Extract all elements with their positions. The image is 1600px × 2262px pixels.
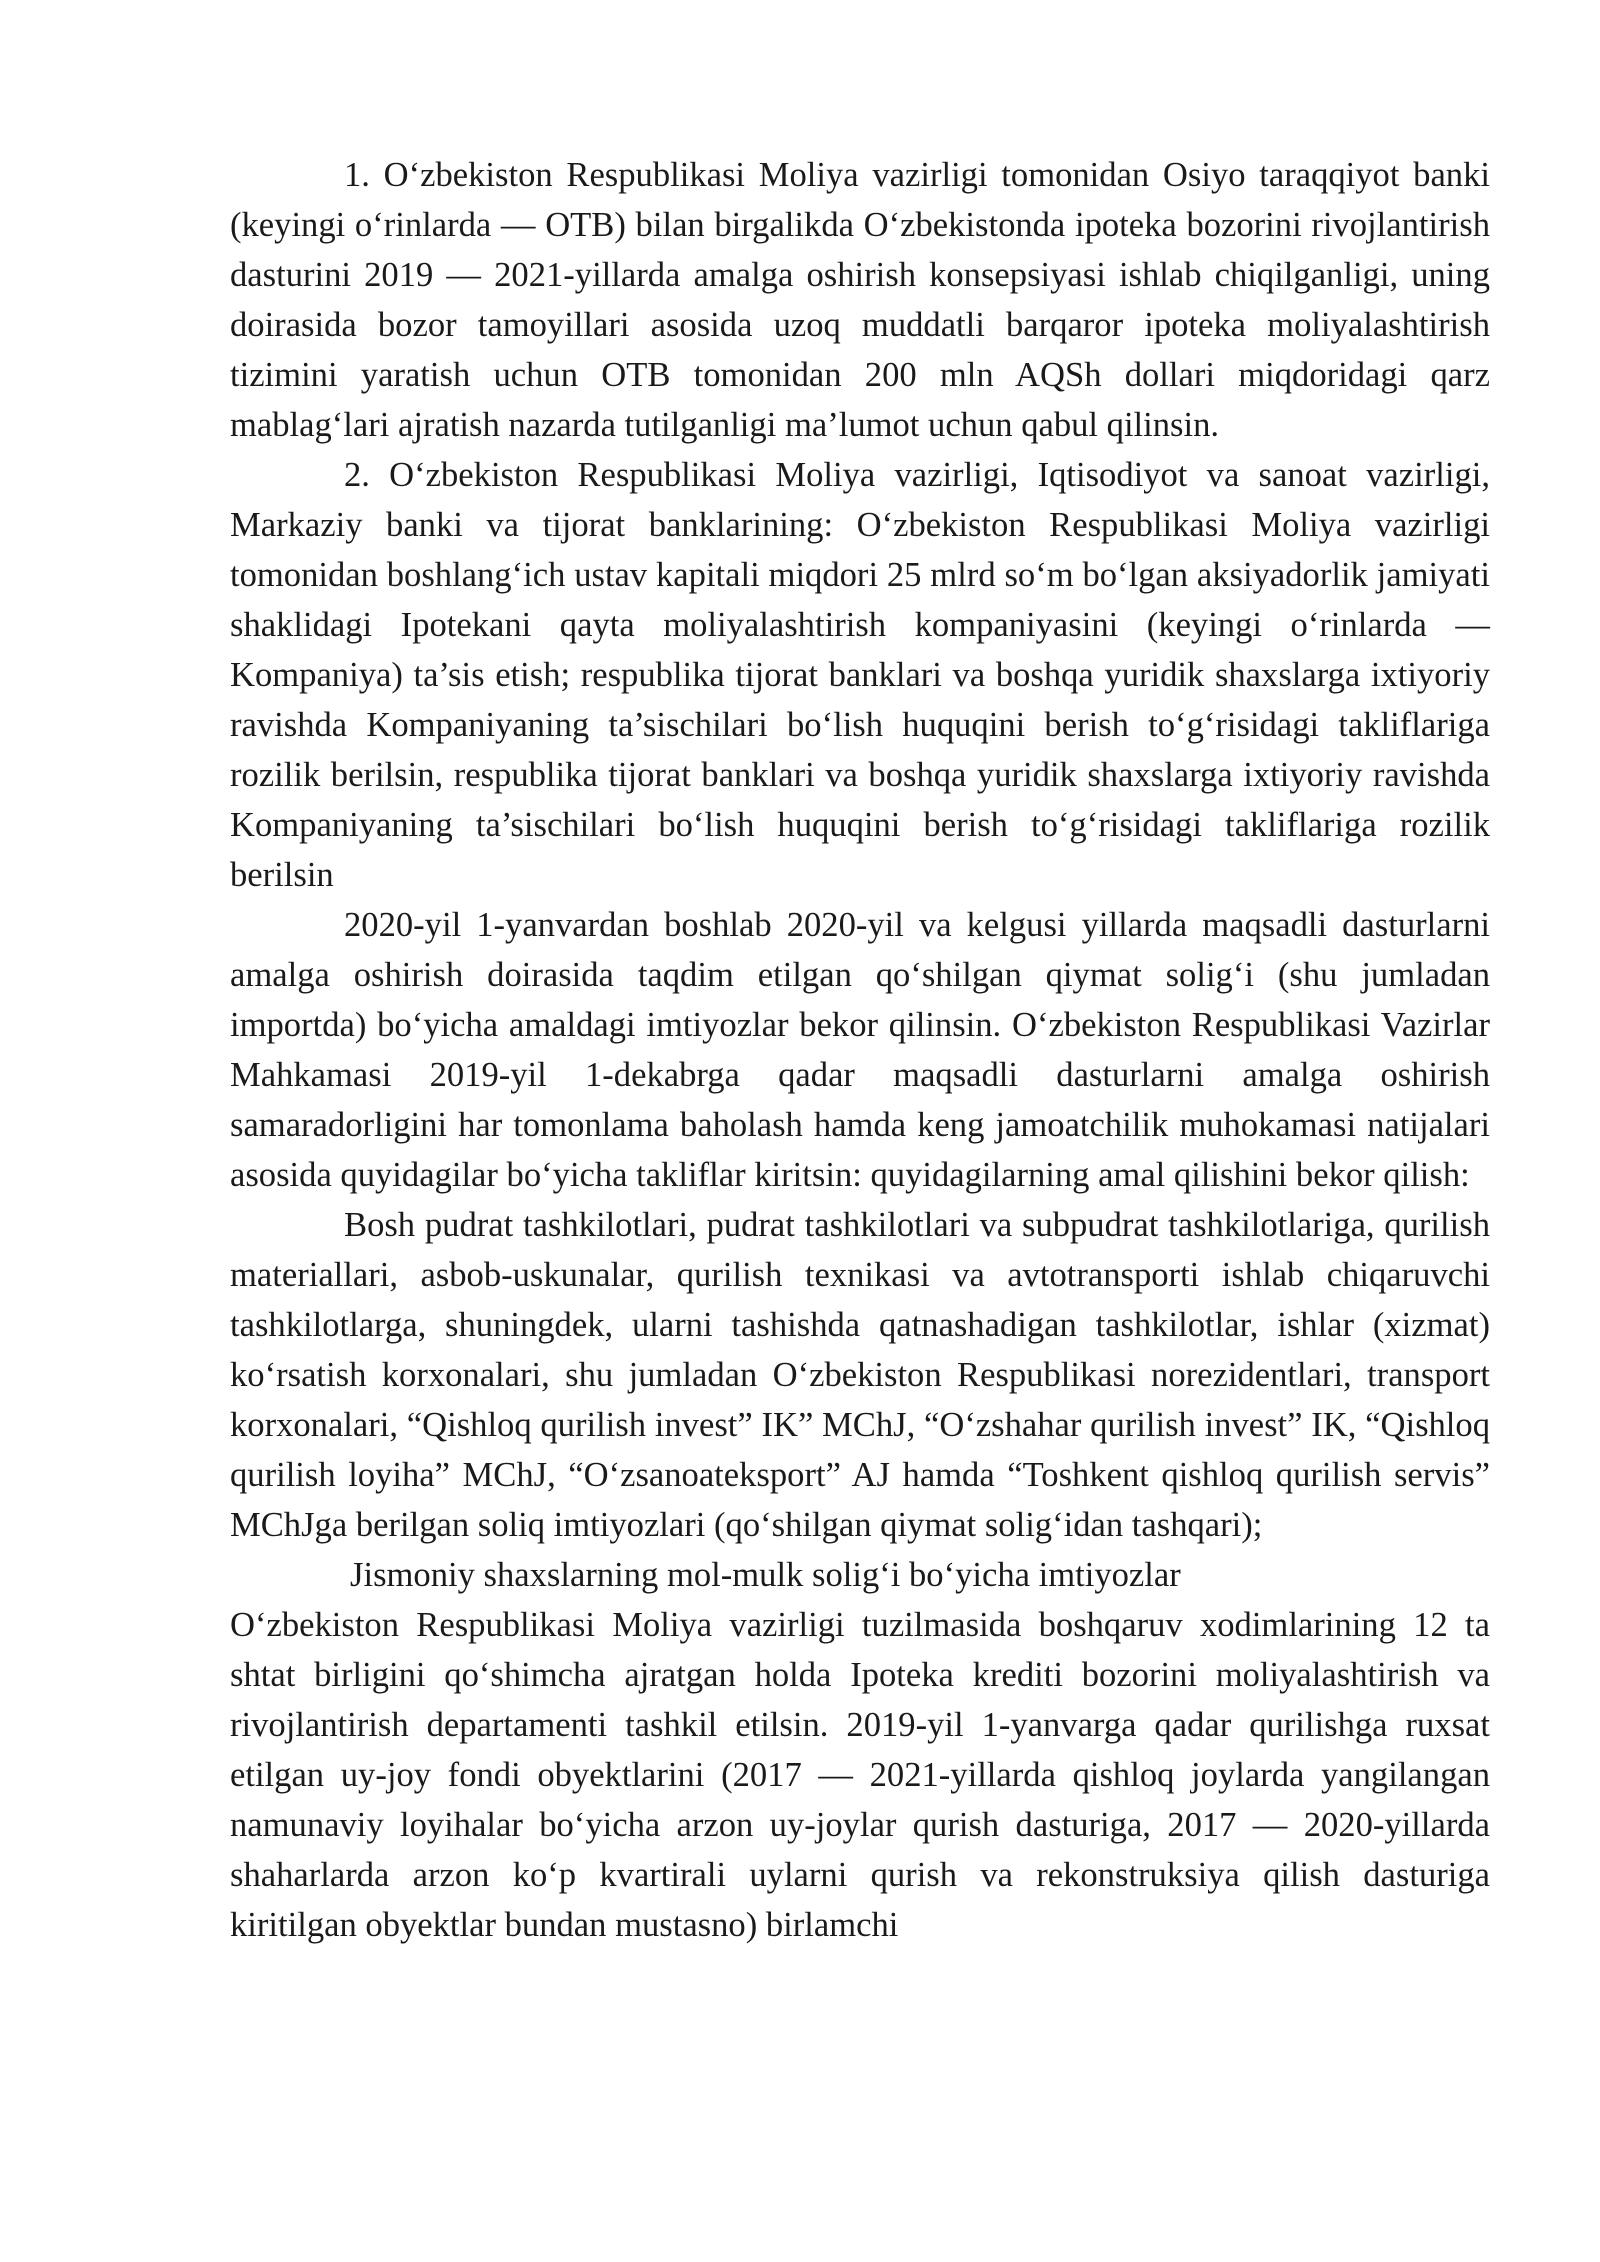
paragraph-3: 2020-yil 1-yanvardan boshlab 2020-yil va kelgusi yillarda maqsadli dasturlarni amalga oshirish doirasida taqdim etilgan qo‘shilgan qiymat solig‘i (shu jumladan importda) bo‘yicha amaldagi imtiyozlar bekor qilinsin. O‘zbekiston Respublikasi Vazirlar Mahkamasi 2019-yil 1-dekabrga qadar maqsadli dasturlarni amalga oshirish samaradorligini har tomonlama baholash hamda keng jamoatchilik muhokamasi natijalari asosida quyidagilar bo‘yicha takliflar kiritsin: quyidagilarning amal qilishini bekor qilish: bbox=[230, 906, 1490, 1194]
document-body bbox=[230, 150, 1490, 1950]
paragraph-6: O‘zbekiston Respublikasi Moliya vazirligi tuzilmasida boshqaruv xodimlarining 12 ta shtat birligini qo‘shimcha ajratgan holda Ipoteka krediti bozorini moliyalashtirish va rivojlantirish departamenti tashkil etilsin. 2019-yil 1-yanvarga qadar qurilishga ruxsat etilgan uy-joy fondi obyektlarini (2017 — 2021-yillarda qishloq joylarda yangilangan namunaviy loyihalar bo‘yicha arzon uy-joylar qurish dasturiga, 2017 — 2020-yillarda shaharlarda arzon ko‘p kvartirali uylarni qurish va rekonstruksiya qilish dasturiga kiritilgan obyektlar bundan mustasno) birlamchi bbox=[230, 1606, 1490, 1944]
paragraph-4: Bosh pudrat tashkilotlari, pudrat tashkilotlari va subpudrat tashkilotlariga, qurilish materiallari, asbob-uskunalar, qurilish texnikasi va avtotransporti ishlab chiqaruvchi tashkilotlarga, shuningdek, ularni tashishda qatnashadigan tashkilotlar, ishlar (xizmat) ko‘rsatish korxonalari, shu jumladan O‘zbekiston Respublikasi norezidentlari, transport korxonalari, “Qishloq qurilish invest” IK” MChJ, “O‘zshahar qurilish invest” IK, “Qishloq qurilish loyiha” MChJ, “O‘zsanoateksport” AJ hamda “Toshkent qishloq qurilish servis” MChJga berilgan soliq imtiyozlari (qo‘shilgan qiymat solig‘idan tashqari); bbox=[230, 1206, 1490, 1544]
paragraph-1: 1. O‘zbekiston Respublikasi Moliya vazirligi tomonidan Osiyo taraqqiyot banki (keyingi o‘rinlarda — OTB) bilan birgalikda O‘zbekistonda ipoteka bozorini rivojlantirish dasturini 2019 — 2021-yillarda amalga oshirish konsepsiyasi ishlab chiqilganligi, uning doirasida bozor tamoyillari asosida uzoq muddatli barqaror ipoteka moliyalashtirish tizimini yaratish uchun OTB tomonidan 200 mln AQSh dollari miqdoridagi qarz mablag‘lari ajratish nazarda tutilganligi ma’lumot uchun qabul qilinsin. bbox=[230, 156, 1490, 444]
paragraph-2: 2. O‘zbekiston Respublikasi Moliya vazirligi, Iqtisodiyot va sanoat vazirligi, Markaziy banki va tijorat banklarining: O‘zbekiston Respublikasi Moliya vazirligi tomonidan boshlang‘ich ustav kapitali miqdori 25 mlrd so‘m bo‘lgan aksiyadorlik jamiyati shaklidagi Ipotekani qayta moliyalashtirish kompaniyasini (keyingi o‘rinlarda — Kompaniya) ta’sis etish; respublika tijorat banklari va boshqa yuridik shaxslarga ixtiyoriy ravishda Kompaniyaning ta’sischilari bo‘lish huquqini berish to‘g‘risidagi takliflariga rozilik berilsin, respublika tijorat banklari va boshqa yuridik shaxslarga ixtiyoriy ravishda Kompaniyaning ta’sischilari bo‘lish huquqini berish to‘g‘risidagi takliflariga rozilik berilsin bbox=[230, 456, 1490, 894]
paragraph-5: Jismoniy shaxslarning mol-mulk solig‘i bo‘yicha imtiyozlar bbox=[350, 1556, 1181, 1594]
